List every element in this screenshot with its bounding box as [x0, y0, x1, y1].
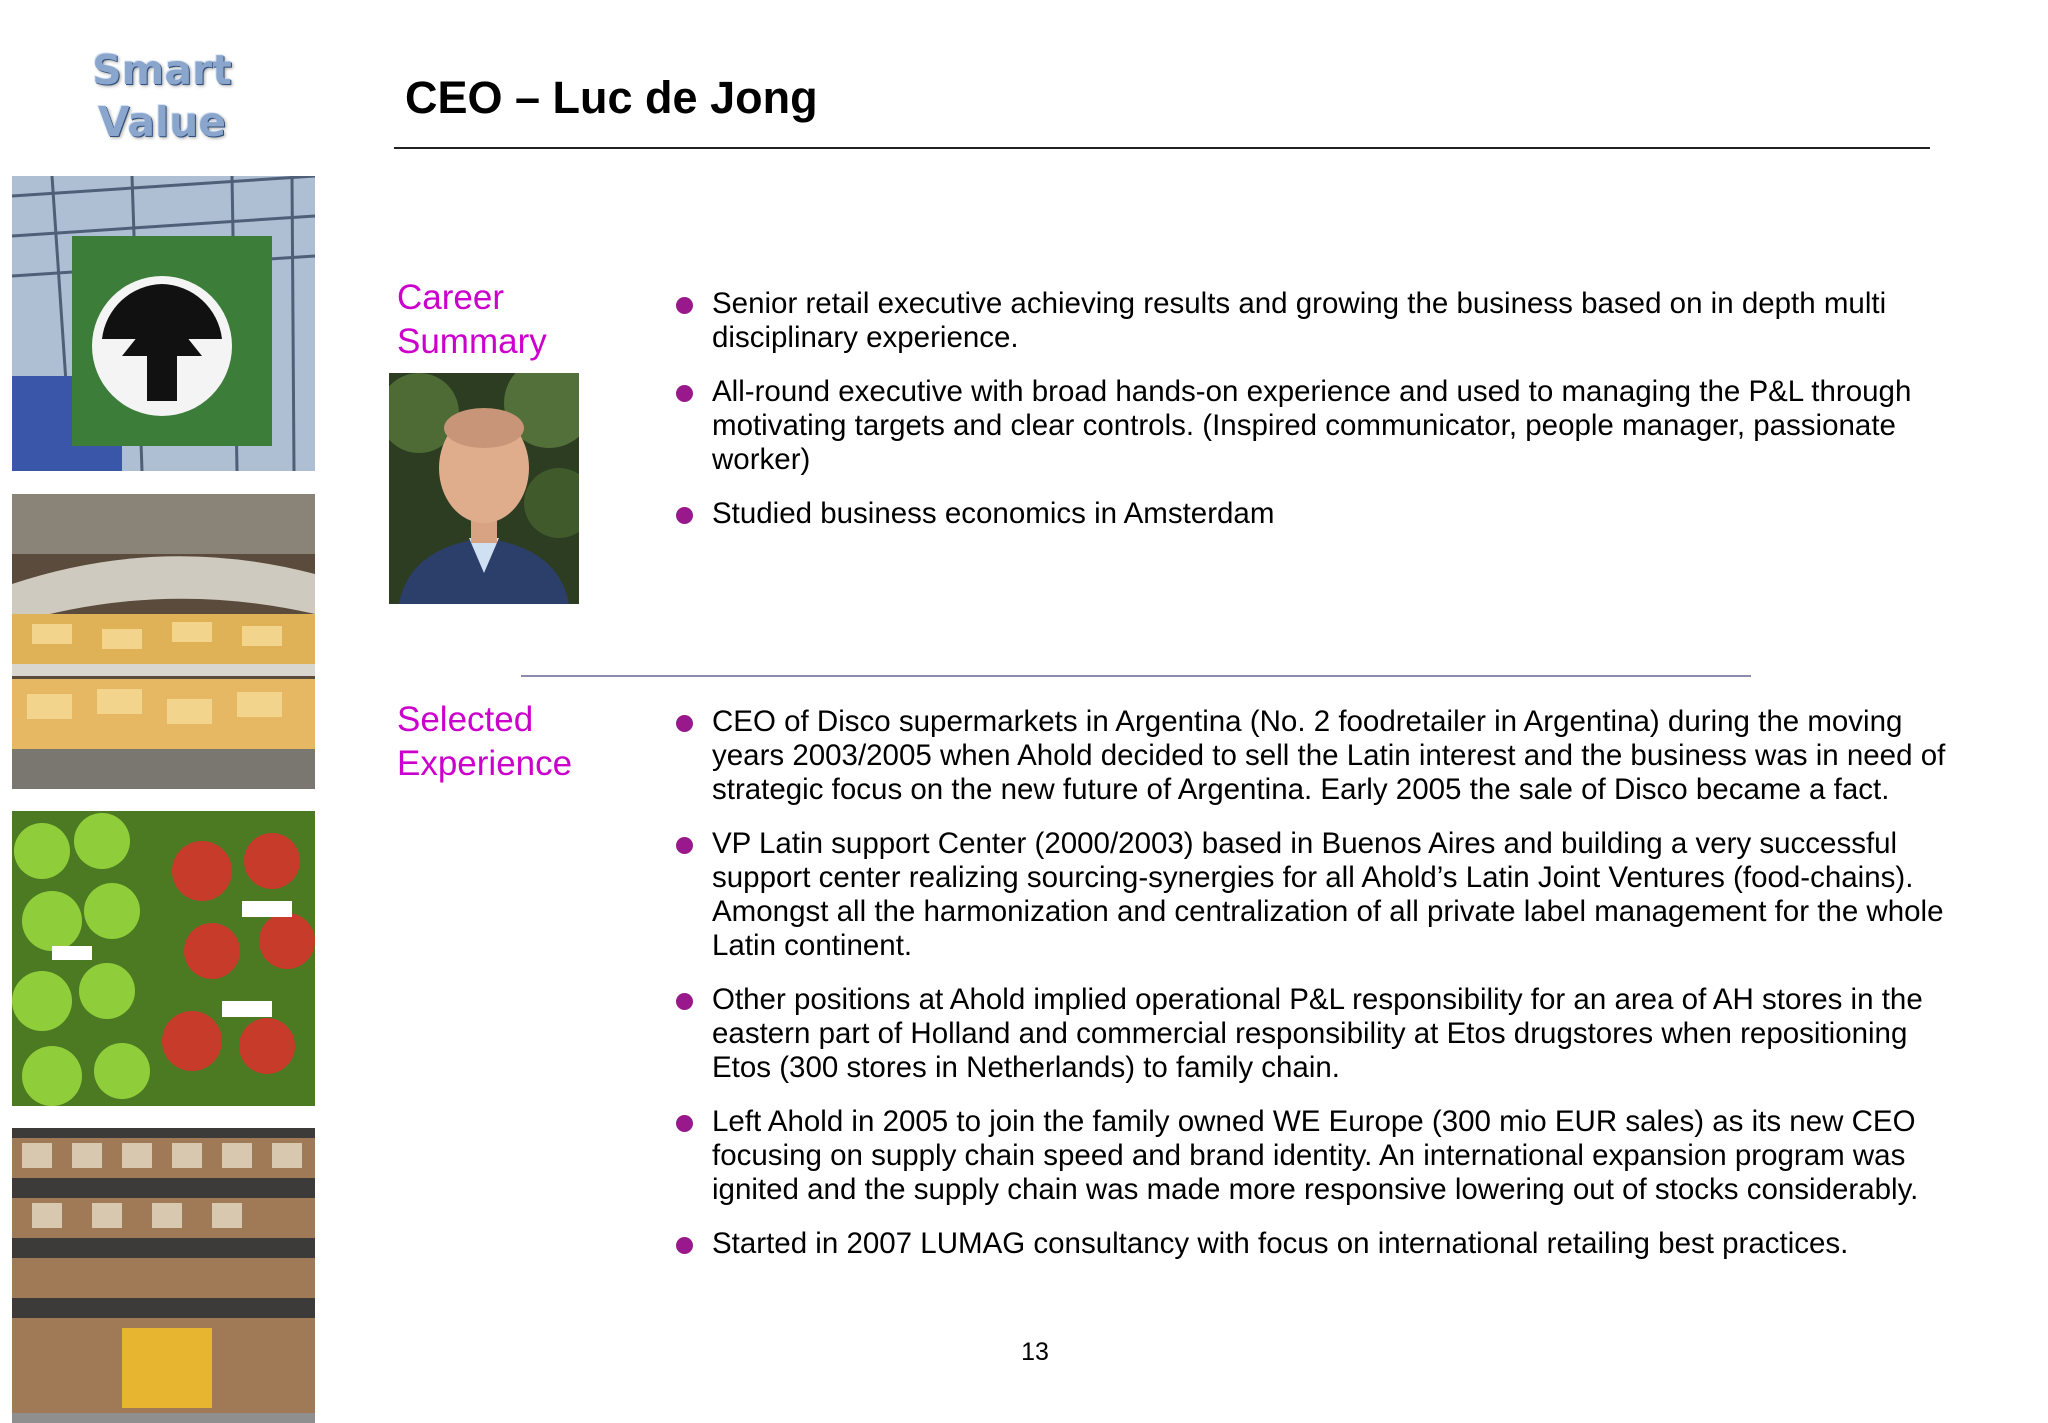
page-number: 13 [1021, 1338, 1049, 1366]
logo-line-1: Smart [92, 46, 232, 94]
bullet-text: All-round executive with broad hands-on experience and used to managing the P&L through motivating targets and clear controls. (Inspired communicator, people manager, passionate worker) [712, 375, 1912, 476]
photo-bakery-counter [12, 494, 315, 789]
bullet-text: CEO of Disco supermarkets in Argentina (No. 2 foodretailer in Argentina) during the moving years 2003/2005 when Ahold decided to sell the Latin interest and the business was in need of strategic focus on the new future of Argentina. Early 2005 the sale of Disco became a fact. [712, 705, 1946, 806]
bullet-text: Senior retail executive achieving results and growing the business based on in depth multi disciplinary experience. [712, 287, 1887, 354]
bullet-icon [676, 837, 693, 854]
bullet-icon [676, 715, 693, 732]
bullet-icon [676, 507, 693, 524]
list-item [676, 1105, 1956, 1207]
bullet-text: VP Latin support Center (2000/2003) based in Buenos Aires and building a very successful support center realizing sourcing-synergies for all Ahold’s Latin Joint Ventures (food-chains). Amongst all the harmonization and centralization of all private label management for the whole Latin continent. [712, 827, 1944, 962]
bullet-text: Started in 2007 LUMAG consultancy with focus on international retailing best practices. [712, 1227, 1849, 1260]
list-item [676, 375, 1956, 477]
title-divider [394, 147, 1930, 149]
section-divider [521, 675, 1751, 677]
bullet-icon [676, 297, 693, 314]
bullet-text: Left Ahold in 2005 to join the family owned WE Europe (300 mio EUR sales) as its new CEO focusing on supply chain speed and brand identity. An international expansion program was ignited and the supply chain was made more responsive lowering out of stocks considerably. [712, 1105, 1919, 1206]
career-summary-list [676, 287, 1956, 551]
photo-store-sign [12, 176, 315, 471]
selected-experience-label: Selected Experience [397, 700, 573, 783]
bullet-text: Studied business economics in Amsterdam [712, 497, 1275, 530]
list-item [676, 983, 1956, 1085]
bullet-icon [676, 385, 693, 402]
smart-value-logo [82, 44, 242, 148]
photo-store-shelves [12, 1128, 315, 1423]
list-item [676, 1227, 1956, 1261]
bullet-text: Other positions at Ahold implied operational P&L responsibility for an area of AH stores in the eastern part of Holland and commercial responsibility at Etos drugstores when repositioning Etos (300 stores in Netherlands) to family chain. [712, 983, 1923, 1084]
list-item [676, 705, 1956, 807]
bullet-icon [676, 1115, 693, 1132]
photo-apples [12, 811, 315, 1106]
bullet-icon [676, 993, 693, 1010]
career-summary-label: Career Summary [397, 278, 547, 361]
ceo-portrait-photo [389, 373, 579, 604]
list-item [676, 827, 1956, 963]
list-item [676, 287, 1956, 355]
selected-experience-list [676, 705, 1956, 1281]
list-item [676, 497, 1956, 531]
logo-line-2: Value [97, 98, 227, 146]
page-title: CEO – Luc de Jong [405, 72, 818, 123]
bullet-icon [676, 1237, 693, 1254]
